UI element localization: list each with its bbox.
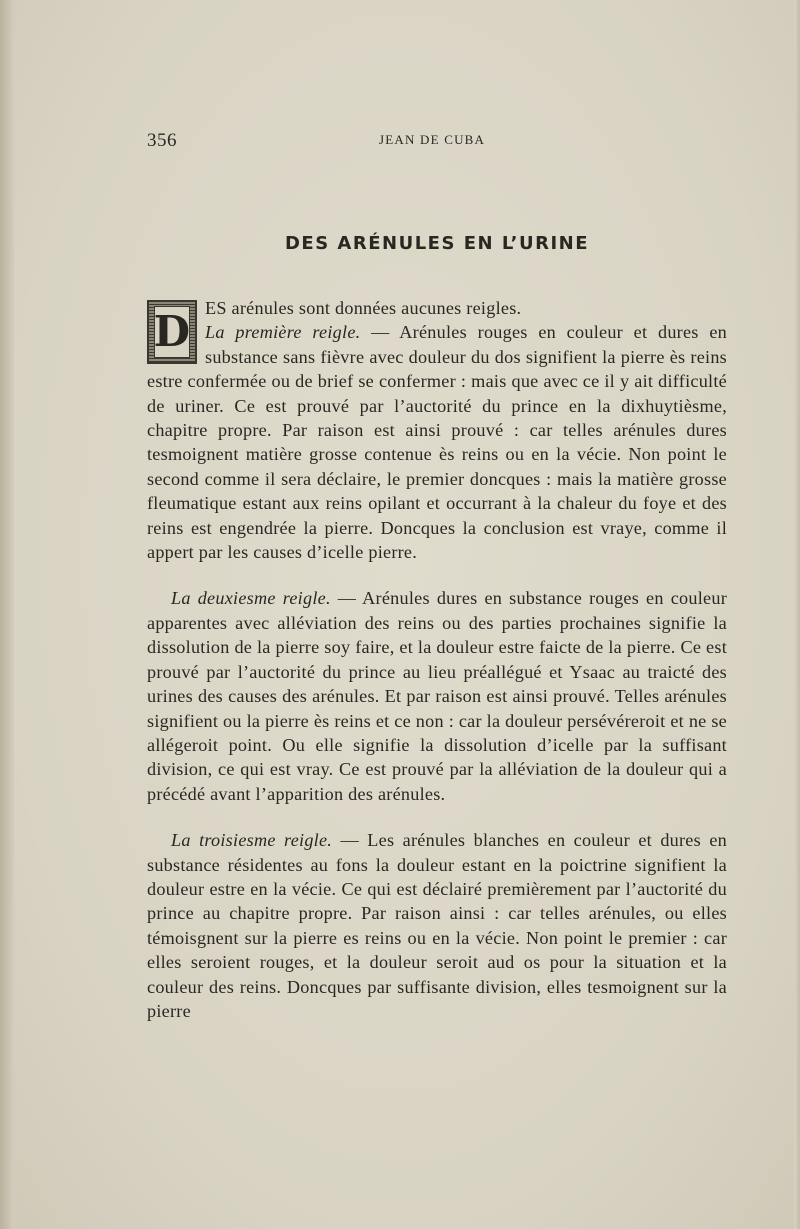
paragraph-gap (147, 564, 727, 586)
rule-1-text: — Arénules rouges en couleur et dures en substance sans fièvre avec douleur du dos signifient la pierre ès reins estre confermée ou de brief se confermer : mais que avec ce il y ait difficulté de uriner. Ce est prouvé par l’auctorité du prince en la dixhuytièsme, chapitre propre. Par raison est ainsi prouvé : car telles arénules dures tesmoignent matière grosse contenue ès reins ou en la vécie. Non point le second comme il sera déclaire, le premier doncques : mais la matière grosse fleumatique estant aux reins opilant et occurrant à la chaleur du foye et des reins est engendrée la pierre. Doncques la conclusion est vraye, comme il appert par les causes d’icelle pierre. (147, 322, 727, 563)
page-number: 356 (147, 130, 177, 151)
rule-2-paragraph (147, 586, 727, 806)
page-gutter (0, 0, 14, 1229)
intro-text: ES arénules sont données aucunes reigles. (205, 298, 522, 318)
rule-3-label: La troisiesme reigle. (171, 830, 333, 851)
rule-3-text: — Les arénules blanches en couleur et dures en substance résidentes au fons la douleur estant en la poictrine signifient la douleur estre en la vécie. Ce qui est déclairé premièrement par l’auctorité du prince au chapitre propre. Par raison ainsi : car telles arénules, ou elles témoisgnent sur la pierre es reins ou en la vécie. Non point le premier : car elles seroient rouges, et la douleur seroit aud os pour la situation et la couleur des reins. Doncques par suffisante division, elles tesmoignent sur la pierre (147, 830, 728, 1021)
chapter-title: DES ARÉNULES EN L’URINE (284, 233, 590, 254)
rule-2-label: La deuxiesme reigle. (171, 588, 331, 609)
paragraph-gap (147, 806, 727, 828)
drop-cap-letter: D (153, 307, 191, 356)
page-header (147, 130, 727, 154)
page-edge (794, 0, 800, 1229)
intro-paragraph (147, 296, 727, 564)
rule-1-label: La première reigle. (205, 322, 361, 343)
rule-2-text: — Arénules dures en substance rouges en couleur apparentes avec alléviation des reins ou des parties prochaines signifie la dissolution de la pierre soy faire, et la douleur estre faicte de la pierre. Ce est prouvé par l’auctorité du prince au lieu préallégué et Ysaac au traicté des urines des causes des arénules. Et par raison est ainsi prouvé. Telles arénules signifient ou la pierre ès reins et ce non : car la douleur persévéreroit et ne se allégeroit point. Ou elle signifie la dissolution d’icelle par la suffisant division, ce qui est vray. Ce est prouvé par la alléviation de la douleur qui a précédé avant l’apparition des arénules. (147, 588, 728, 804)
rule-3-paragraph (147, 828, 727, 1023)
drop-cap-ornament (147, 300, 197, 364)
body-text (147, 296, 727, 1023)
running-head: JEAN DE CUBA (379, 132, 486, 147)
